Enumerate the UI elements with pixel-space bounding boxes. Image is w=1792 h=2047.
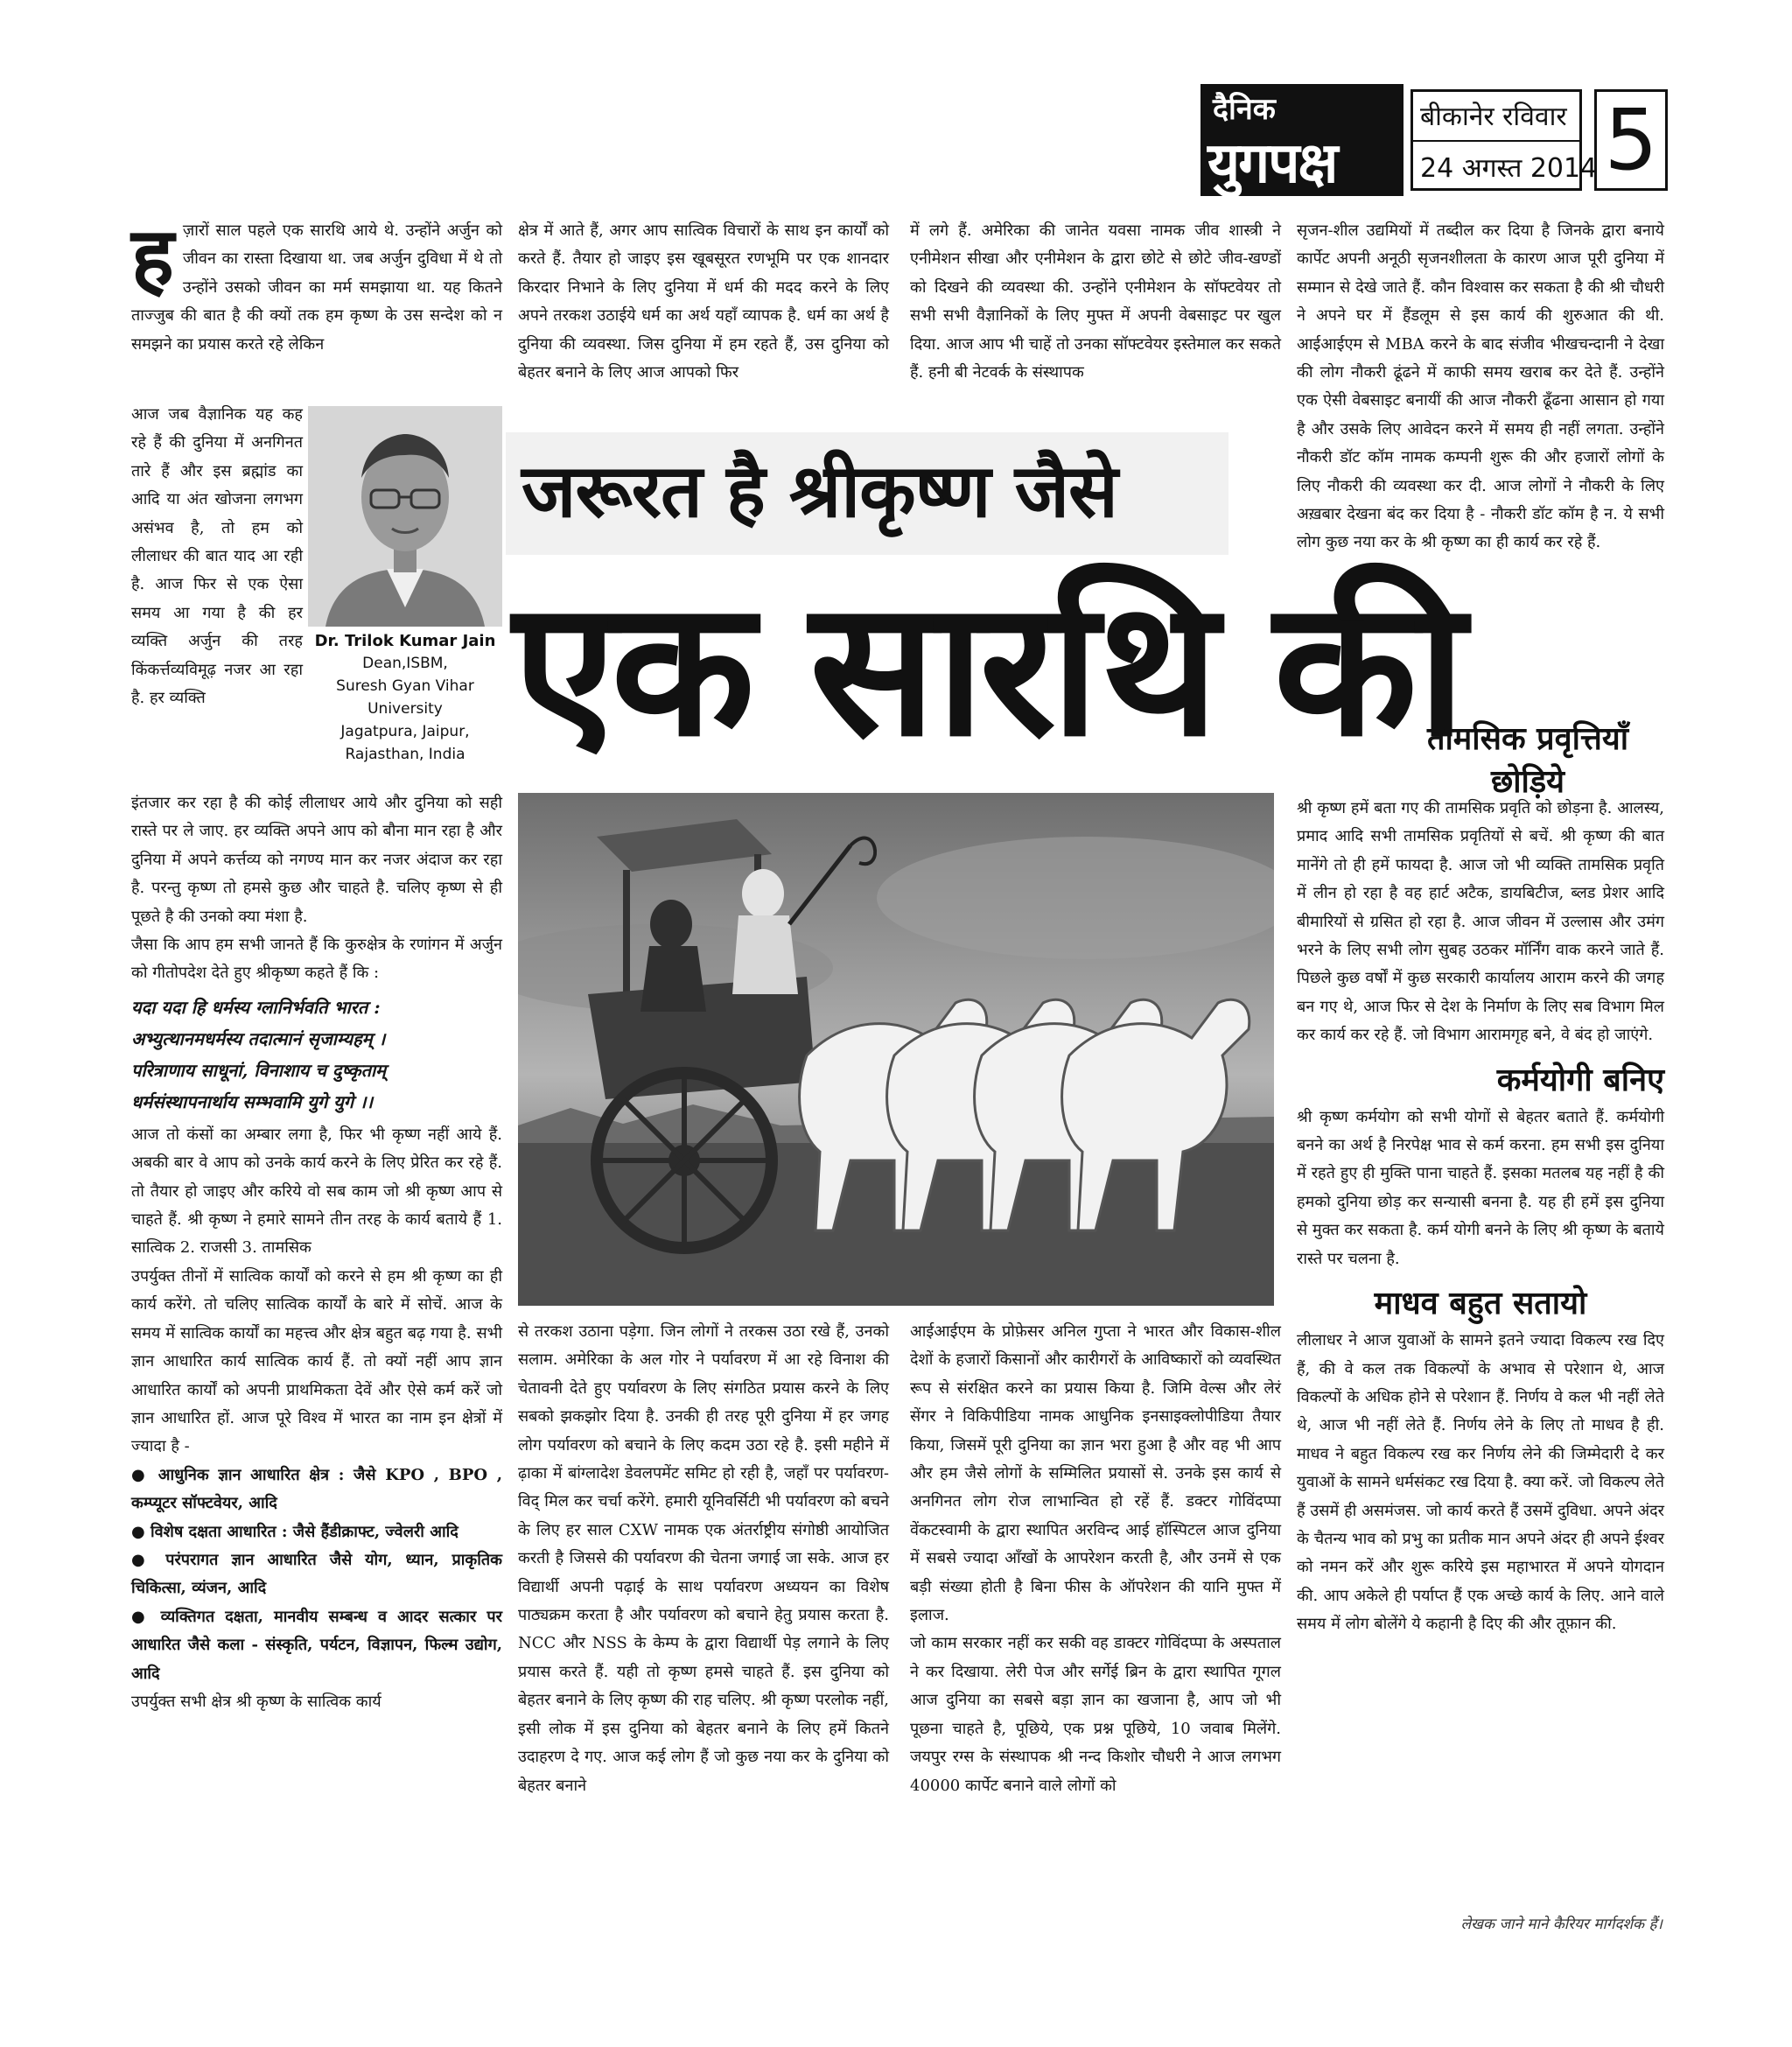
article-paragraph: आज जब वैज्ञानिक यह कह रहे हैं की दुनिया में अनगिनत तारे हैं और इस ब्रह्मांड का आदि या अंत खोजना लगभग असंभव है, तो हम को लीलाधर की बात याद आ रही है. आज फिर से एक ऐसा समय आ गया है की हर व्यक्ति अर्जुन की तरह किंकर्त्तव्यविमूढ़ नजर आ रहा है. हर व्यक्ति (131, 405, 303, 708)
shloka-line: यदा यदा हि धर्मस्य ग्लानिर्भवति भारत : (131, 996, 381, 1018)
article-paragraph: ज़ारों साल पहले एक सारथि आये थे. उन्होंने अर्जुन को जीवन का रास्ता दिखाया था. जब अर्जुन दुविधा में थे तो उन्होंने उसको जीवन का मर्म समझाया था. यह कितने ताज्जुब की बात है की क्यों तक हम कृष्ण के उस सन्देश को न समझने का प्रयास करते रहे लेकिन (131, 221, 502, 354)
article-paragraph: आईआईएम के प्रोफ़ेसर अनिल गुप्ता ने भारत और विकास-शील देशों के हजारों किसानों और कारीगरों के आविष्कारों को व्यवस्थित रूप से संरक्षित करने का प्रयास किया है. जिमि वेल्स और लेरं सेंगर ने विकिपीडिया नामक आधुनिक इनसाइक्लोपीडिया तैयार किया, जिसमें पूरी दुनिया का ज्ञान भरा हुआ है और वह भी आप और हम जैसे लोगों के सम्मिलित प्रयासों से. उनके इस कार्य से अनगिनत लोग रोज लाभान्वित हो रहें हैं. डक्टर गोविंदप्पा वेंकटस्वामी के द्वारा स्थापित अरविन्द आई हॉस्पिटल आज दुनिया में सबसे ज्यादा आँखों के आपरेशन करती है, और उनमें से एक बड़ी संख्या होती है बिना फीस के ऑपरेशन की यानि मुफ्त में इलाज. (910, 1322, 1281, 1625)
article-intro (131, 210, 502, 359)
list-item: ● आधुनिक ज्ञान आधारित क्षेत्र : जैसे KPO , BPO , कम्प्यूटर सॉफ्टवेयर, आदि (131, 1465, 502, 1513)
author-credit-note: लेखक जाने माने कैरियर मार्गदर्शक हैं। (1460, 1916, 1662, 1933)
krishna-arjuna-chariot-image (518, 793, 1274, 1306)
headline-line-2: एक सारथि की (513, 560, 1461, 778)
author-detail: Rajasthan, India (345, 746, 466, 763)
author-portrait-image (308, 406, 502, 627)
headline-line-1: जरूरत है श्रीकृष्ण जैसे (522, 448, 1117, 534)
dateline-place: बीकानेर रविवार (1420, 102, 1567, 132)
article-paragraph: आज तो कंसों का अम्बार लगा है, फिर भी कृष्ण नहीं आये हैं. अबकी बार वे आप को उनके कार्य करने के लिए प्रेरित कर रहे हैं. तो तैयार हो जाइए और करिये वो सब काम जो श्री कृष्ण आप से चाहते हैं. श्री कृष्ण ने हमारे सामने तीन तरह के कार्य बताये हैं 1. सात्विक 2. राजसी 3. तामसिक (131, 1125, 502, 1258)
article-paragraph: में लगे हैं. अमेरिका की जानेत यवसा नामक जीव शास्त्री ने एनीमेशन सीखा और एनीमेशन के द्वारा छोटे से छोटे जीव-खण्डों को दिखने की व्यवस्था की. उन्होंने एनीमेशन के सॉफ्टवेयर तो सभी सभी वैज्ञानिकों के लिए मुफ्त में अपनी वेबसाइट पर खुल दिया. आज आप भी चाहें तो उनका सॉफ्टवेयर इस्तेमाल कर सकते हैं. हनी बी नेटवर्क के संस्थापक (910, 221, 1281, 382)
author-byline (308, 627, 502, 793)
author-detail: Jagatpura, Jaipur, (340, 723, 470, 740)
shloka-line: धर्मसंस्थापनार्थाय सम्भवामि युगे युगे ।। (131, 1090, 374, 1112)
article-paragraph: उपर्युक्त सभी क्षेत्र श्री कृष्ण के सात्विक कार्य (131, 1692, 382, 1711)
logo-title: युगपक्ष (1208, 131, 1337, 196)
masthead (1200, 84, 1671, 196)
logo-small-text: दैनिक (1213, 92, 1276, 127)
drop-cap: ह (131, 210, 174, 304)
article-paragraph: जो काम सरकार नहीं कर सकी वह डाक्टर गोविंदप्पा के अस्पताल ने कर दिखाया. लेरी पेज और सर्गेई ब्रिन के द्वारा स्थापित गूगल आज दुनिया का सबसे बड़ा ज्ञान का खजाना है, आप जो भी पूछना चाहते है, पूछिये, एक प्रश्न पूछिये, 10 जवाब मिलेंगे. जयपुर रग्स के संस्थापक श्री नन्द किशोर चौधरी ने आज लगभग 40000 कार्पेट बनाने वाले लोगों को (910, 1634, 1281, 1795)
article-paragraph: उपर्युक्त तीनों में सात्विक कार्यों को करने से हम श्री कृष्ण का ही कार्य करेंगे. तो चलिए सात्विक कार्यों के बारे में सोचें. आज के समय में सात्विक कार्यों का महत्त्व और क्षेत्र बहुत बढ़ गया है. सभी ज्ञान आधारित कार्य सात्विक कार्य हैं. तो क्यों नहीं आप ज्ञान आधारित कार्यों को अपनी प्राथमिकता देवें और ऐसे कर्म करें जो ज्ञान आधारित हों. आज पूरे विश्व में भारत का नाम इन क्षेत्रों में ज्यादा है - (131, 1266, 502, 1456)
article-paragraph: क्षेत्र में आते हैं, अगर आप सात्विक विचारों के साथ इन कार्यों को करते हैं. तैयार हो जाइए इस खूबसूरत रणभूमि पर एक शानदार किरदार निभाने के लिए दुनिया में धर्म की मदद करने के लिए अपने तरकश उठाईये धर्म का अर्थ यहाँ व्यापक है. धर्म का अर्थ है दुनिया की व्यवस्था. जिस दुनिया में हम रहते हैं, उस दुनिया को बेहतर बनाने के लिए आज आपको फिर (518, 221, 889, 382)
article-paragraph: इंतजार कर रहा है की कोई लीलाधर आये और दुनिया को सही रास्ते पर ले जाए. हर व्यक्ति अपने आप को बौना मान रहा है और दुनिया में अपने कर्त्तव्य को नगण्य मान कर नजर अंदाज कर रहा है. परन्तु कृष्ण तो हमसे कुछ और चाहते है. चलिए कृष्ण से ही पूछते है की उनको क्या मंशा है. (131, 794, 502, 926)
article-paragraph: श्री कृष्ण कर्मयोग को सभी योगों से बेहतर बताते हैं. कर्मयोगी बनने का अर्थ है निरपेक्ष भाव से कर्म करना. हम सभी इस दुनिया में रहते हुए ही मुक्ति पाना चाहते हैं. इसका मतलब यह नहीं है की हमको दुनिया छोड़ कर सन्यासी बनना है. यह ही हमें इस दुनिया से मुक्त कर सकता है. कर्म योगी बनने के लिए श्री कृष्ण के बताये रास्ते पर चलना है. (1297, 1107, 1664, 1268)
article-column-2-top (518, 217, 889, 387)
article-column-3-bottom (910, 1318, 1281, 1800)
subheading: कर्मयोगी बनिए (1496, 1061, 1664, 1098)
list-item: ● परंपरागत ज्ञान आधारित जैसे योग, ध्यान, प्राकृतिक चिकित्सा, व्यंजन, आदि (131, 1550, 502, 1598)
article-column-1 (131, 789, 502, 1716)
shloka-line: परित्राणाय साधूनां, विनाशाय च दुष्कृताम् (131, 1059, 387, 1081)
author-photo (308, 406, 502, 627)
subheading: माधव बहुत सतायो (1374, 1285, 1587, 1322)
article-wrap-text (131, 401, 303, 712)
article-column-4-body (1297, 795, 1664, 1639)
article-column-3-top (910, 217, 1281, 387)
chariot-illustration (518, 793, 1274, 1306)
dateline-divider (1413, 140, 1579, 142)
author-detail: Suresh Gyan Vihar (336, 677, 474, 695)
article-column-2-bottom (518, 1318, 889, 1800)
author-name: Dr. Trilok Kumar Jain (314, 632, 496, 650)
list-item: ● विशेष दक्षता आधारित : जैसे हैंडीक्राफ्ट, ज्वेलरी आदि (131, 1522, 458, 1541)
article-paragraph: श्री कृष्ण हमें बता गए की तामसिक प्रवृति को छोड़ना है. आलस्य, प्रमाद आदि सभी तामसिक प्रवृतियों से बचें. श्री कृष्ण की बात मानेंगे तो ही हमें फायदा है. आज जो भी व्यक्ति तामसिक प्रवृति में लीन हो रहा है वह हार्ट अटैक, डायबिटीज, ब्लड प्रेशर आदि बीमारियों से ग्रसित हो रहा है. आज जीवन में उल्लास और उमंग भरने के लिए सभी लोग सुबह उठकर मॉर्निंग वाक करने जाते हैं. पिछले कुछ वर्षों में कुछ सरकारी कार्यालय आराम करने की जगह बन गए थे, आज फिर से देश के निर्माण के लिए सब विभाग मिल कर कार्य कर रहे हैं. जो विभाग आरामगृह बने, वे बंद हो जाएंगे. (1297, 799, 1664, 1045)
article-column-4-top (1297, 217, 1664, 557)
shloka-line: अभ्युत्थानमधर्मस्य तदात्मानं सृजाम्यहम् । (131, 1027, 386, 1049)
dateline-date: 24 अगस्त 2014 (1420, 153, 1598, 184)
author-detail: Dean,ISBM, (362, 655, 448, 672)
article-paragraph: से तरकश उठाना पड़ेगा. जिन लोगों ने तरकस उठा रखे हैं, उनको सलाम. अमेरिका के अल गोर ने पर्यावरण में आ रहे विनाश की चेतावनी देते हुए पर्यावरण के लिए संगठित प्रयास करने के लिए सबको झकझोर दिया है. उनकी ही तरह पूरी दुनिया में हर जगह लोग पर्यावरण को बचाने के लिए कदम उठा रहे है. इसी महीने में ढ़ाका में बांग्लादेश डेवलपमेंट समिट हो रही है, जहाँ पर पर्यावरण-विद् मिल कर चर्चा करेंगे. हमारी यूनिवर्सिटी भी पर्यावरण को बचने के लिए हर साल CXW नामक एक अंतर्राष्ट्रीय संगोष्ठी आयोजित करती है जिससे की पर्यावरण की चेतना जगाई जा सके. आज हर विद्यार्थी अपनी पढ़ाई के साथ पर्यावरण अध्ययन का विशेष पाठ्यक्रम करता है और पर्यावरण को बचाने हेतु प्रयास करता है. NCC और NSS के केम्प के द्वारा विद्यार्थी पेड़ लगाने के लिए प्रयास करते हैं. यही तो कृष्ण हमसे चाहते हैं. इस दुनिया को बेहतर बनाने के लिए कृष्ण की राह चलिए. श्री कृष्ण परलोक नहीं, इसी लोक में इस दुनिया को बेहतर बनाने के लिए हमें कितने उदाहरण दे गए. आज कई लोग हैं जो कुछ नया कर के दुनिया को बेहतर बनाने (518, 1322, 889, 1795)
author-detail: University (368, 700, 443, 718)
article-paragraph: लीलाधर ने आज युवाओं के सामने इतने ज्यादा विकल्प रख दिए हैं, की वे कल तक विकल्पों के अभाव से परेशान थे, आज विकल्पों के अधिक होने से परेशान हैं. निर्णय वे कल भी नहीं लेते थे, आज भी नहीं लेते हैं. निर्णय लेने के लिए तो माधव है ही. माधव ने बहुत विकल्प रख कर निर्णय लेने की जिम्मेदारी दे कर युवाओं के सामने धर्मसंकट रख दिया है. क्या करें. जो विकल्प लेते हैं उसमें ही असमंजस. जो कार्य करते हैं उसमें दुविधा. अपने अंदर के चैतन्य भाव को प्रभु का प्रतीक मान अपने अंदर ही अपने ईश्वर को नमन करें और शुरू करिये इस महाभारत में अपने योगदान की. आप अकेले ही पर्याप्त हैं एक अच्छे कार्य के लिए. आने वाले समय में लोग बोलेंगे ये कहानी है दिए की और तूफ़ान की. (1297, 1331, 1664, 1634)
gita-shloka (131, 992, 502, 1118)
page-number: 5 (1594, 89, 1668, 191)
dateline (1410, 89, 1598, 191)
article-paragraph: जैसा कि आप हम सभी जानते हैं कि कुरुक्षेत्र के रणांगन में अर्जुन को गीतोपदेश देते हुए श्रीकृष्ण कहते हैं कि : (131, 936, 502, 983)
article-paragraph: सृजन-शील उद्यमियों में तब्दील कर दिया है जिनके द्वारा बनाये कार्पेट अपनी अनूठी सृजनशीलता के कारण आज पूरी दुनिया में सम्मान से देखे जाते हैं. कौन विश्वास कर सकता है की श्री चौधरी ने अपने घर में हैंडलूम से इस कार्य की शुरुआत की थी. आईआईएम से MBA करने के बाद संजीव भीखचन्दानी ने देखा की लोग नौकरी ढूंढने में काफी समय खराब कर देते हैं. उन्होंने एक ऐसी वेबसाइट बनायीं की आज नौकरी ढूँढना आसान हो गया है और उसके लिए आवेदन करने में समय ही नहीं लगता. उन्होंने नौकरी डॉट कॉम नामक कम्पनी शुरू की और हजारों लोगों के लिए नौकरी की व्यवस्था कर दी. आज लोगों ने नौकरी के लिए अख़बार देखना बंद कर दिया है - नौकरी डॉट कॉम है न. ये सभी लोग कुछ नया कर के श्री कृष्ण का ही कार्य कर रहे हैं. (1297, 221, 1665, 552)
list-item: ● व्यक्तिगत दक्षता, मानवीय सम्बन्ध व आदर सत्कार पर आधारित जैसे कला - संस्कृति, पर्यटन, विज्ञापन, फिल्म उद्योग, आदि (131, 1607, 502, 1683)
subheading: तामसिक प्रवृत्तियाँ छोड़िये (1426, 720, 1629, 800)
newspaper-logo (1200, 84, 1404, 196)
